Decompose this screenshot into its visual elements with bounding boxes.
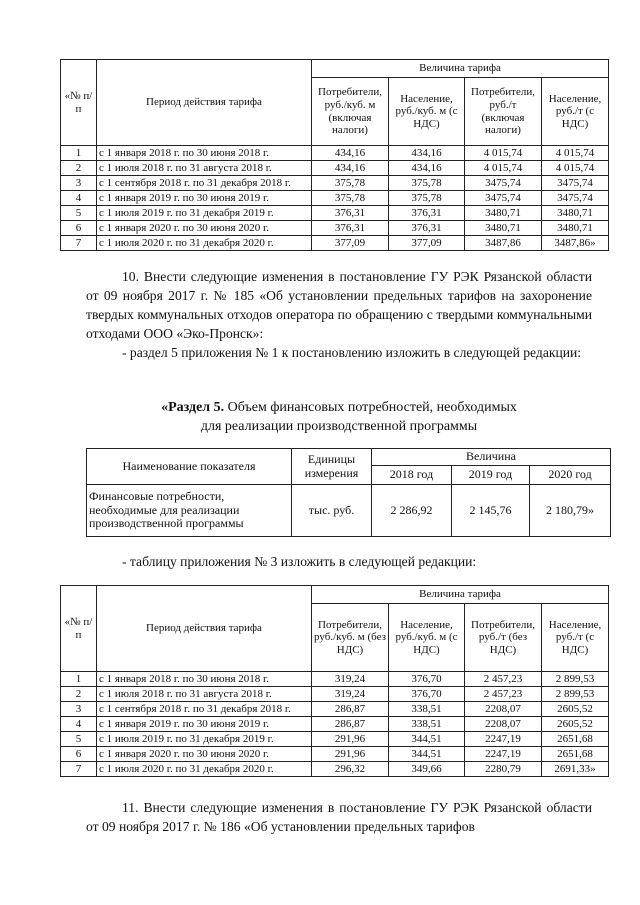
col-period-header: Период действия тарифа xyxy=(97,60,312,146)
tariff-value: 319,24 xyxy=(312,672,389,687)
tariff-value: 3475,74 xyxy=(465,176,542,191)
tariff-value: 2 457,23 xyxy=(465,687,542,702)
row-number: 5 xyxy=(61,732,97,747)
row-period: с 1 января 2018 г. по 30 июня 2018 г. xyxy=(97,672,312,687)
tariff-value: 377,09 xyxy=(312,236,389,251)
tariff-value: 3487,86» xyxy=(542,236,609,251)
table-row xyxy=(61,236,609,251)
tariff-value: 3480,71 xyxy=(465,221,542,236)
tariff-value: 376,31 xyxy=(389,206,465,221)
tariff-value: 2208,07 xyxy=(465,702,542,717)
tariff-value: 3475,74 xyxy=(542,176,609,191)
row-period: с 1 января 2019 г. по 30 июня 2019 г. xyxy=(97,717,312,732)
section-5-title-line2: для реализации производственной программы xyxy=(200,419,478,434)
row-number: 4 xyxy=(61,191,97,206)
tariff-value: 2247,19 xyxy=(465,747,542,762)
tariff-value: 4 015,74 xyxy=(542,161,609,176)
table-row xyxy=(61,732,609,747)
table-row xyxy=(61,747,609,762)
tariff-value: 376,70 xyxy=(389,687,465,702)
row-number: 7 xyxy=(61,236,97,251)
row-number: 7 xyxy=(61,762,97,777)
tariff-value: 296,32 xyxy=(312,762,389,777)
value-group-header: Величина xyxy=(372,449,611,466)
row-number: 2 xyxy=(61,687,97,702)
row-period: с 1 января 2018 г. по 30 июня 2018 г. xyxy=(97,146,312,161)
value-cell: 2 145,76 xyxy=(452,485,530,537)
tariff-value: 286,87 xyxy=(312,702,389,717)
row-period: с 1 января 2020 г. по 30 июня 2020 г. xyxy=(97,221,312,236)
row-period: с 1 июля 2018 г. по 31 августа 2018 г. xyxy=(97,161,312,176)
row-period: с 1 июля 2020 г. по 31 декабря 2020 г. xyxy=(97,236,312,251)
row-period: с 1 июля 2018 г. по 31 августа 2018 г. xyxy=(97,687,312,702)
row-number: 3 xyxy=(61,702,97,717)
paragraph-10-text: 10. Внести следующие изменения в постановление ГУ РЭК Рязанской области от 09 ноября 2017 г. № 185 «Об установлении предельных тарифов на захоронение твердых коммунальных отходов оператора по обращению с твердыми коммунальными отходами ООО «Эко-Пронск»: xyxy=(86,269,592,341)
tariff-table-3 xyxy=(60,585,609,777)
row-period: с 1 января 2019 г. по 30 июня 2019 г. xyxy=(97,191,312,206)
tariff-value: 2 457,23 xyxy=(465,672,542,687)
tariff-value: 2247,19 xyxy=(465,732,542,747)
indicator-units: тыс. руб. xyxy=(292,485,372,537)
tariff-value: 2208,07 xyxy=(465,717,542,732)
tariff-value: 4 015,74 xyxy=(465,161,542,176)
row-period: с 1 сентября 2018 г. по 31 декабря 2018 г. xyxy=(97,702,312,717)
tariff-value: 338,51 xyxy=(389,717,465,732)
year-header: 2018 год xyxy=(372,466,452,485)
table-row xyxy=(61,176,609,191)
table-3-intro xyxy=(86,552,592,571)
row-period: с 1 сентября 2018 г. по 31 декабря 2018 г. xyxy=(97,176,312,191)
subcol-header: Потребители, руб./куб. м (включая налоги) xyxy=(312,78,389,146)
subcol-header: Потребители, руб./т (включая налоги) xyxy=(465,78,542,146)
row-period: с 1 июля 2019 г. по 31 декабря 2019 г. xyxy=(97,732,312,747)
tariff-value: 3480,71 xyxy=(542,206,609,221)
tariff-value: 291,96 xyxy=(312,732,389,747)
tariff-value: 2 899,53 xyxy=(542,687,609,702)
tariff-value: 3480,71 xyxy=(542,221,609,236)
tariff-value: 434,16 xyxy=(312,146,389,161)
subcol-header: Потребители, руб./т (без НДС) xyxy=(465,604,542,672)
tariff-value: 434,16 xyxy=(389,146,465,161)
tariff-value: 344,51 xyxy=(389,747,465,762)
tariff-value: 376,70 xyxy=(389,672,465,687)
tariff-value: 3487,86 xyxy=(465,236,542,251)
paragraph-11 xyxy=(86,798,592,836)
indicator-name: Финансовые потребности, необходимые для реализации производственной программы xyxy=(87,485,292,537)
paragraph-10-instruction: - раздел 5 приложения № 1 к постановлению изложить в следующей редакции: xyxy=(122,345,582,360)
row-number: 6 xyxy=(61,221,97,236)
tariff-group-header: Величина тарифа xyxy=(312,60,609,78)
tariff-value: 376,31 xyxy=(312,221,389,236)
table-row xyxy=(61,206,609,221)
tariff-value: 286,87 xyxy=(312,717,389,732)
row-number: 1 xyxy=(61,146,97,161)
col-number-header: «№ п/п xyxy=(61,586,97,672)
table-row xyxy=(61,191,609,206)
paragraph-10 xyxy=(86,267,592,362)
tariff-value: 319,24 xyxy=(312,687,389,702)
tariff-value: 2280,79 xyxy=(465,762,542,777)
financial-needs-table xyxy=(86,448,611,537)
row-period: с 1 июля 2020 г. по 31 декабря 2020 г. xyxy=(97,762,312,777)
tariff-table-1 xyxy=(60,59,609,251)
tariff-value: 2651,68 xyxy=(542,747,609,762)
table-row xyxy=(61,672,609,687)
col-number-header: «№ п/п xyxy=(61,60,97,146)
subcol-header: Потребители, руб./куб. м (без НДС) xyxy=(312,604,389,672)
paragraph-11-text: 11. Внести следующие изменения в постановление ГУ РЭК Рязанской области от 09 ноября 2017 г. № 186 «Об установлении предельных тарифов xyxy=(86,800,592,834)
tariff-value: 376,31 xyxy=(312,206,389,221)
col-period-header: Период действия тарифа xyxy=(97,586,312,672)
subcol-header: Население, руб./куб. м (с НДС) xyxy=(389,78,465,146)
table-3-intro-text: - таблицу приложения № 3 изложить в следующей редакции: xyxy=(122,554,477,569)
subcol-header: Население, руб./куб. м (с НДС) xyxy=(389,604,465,672)
row-number: 5 xyxy=(61,206,97,221)
tariff-value: 338,51 xyxy=(389,702,465,717)
tariff-value: 2 899,53 xyxy=(542,672,609,687)
tariff-value: 2651,68 xyxy=(542,732,609,747)
tariff-group-header: Величина тарифа xyxy=(312,586,609,604)
tariff-value: 2605,52 xyxy=(542,717,609,732)
row-period: с 1 июля 2019 г. по 31 декабря 2019 г. xyxy=(97,206,312,221)
tariff-value: 375,78 xyxy=(312,176,389,191)
tariff-value: 3480,71 xyxy=(465,206,542,221)
table-row xyxy=(61,762,609,777)
row-number: 4 xyxy=(61,717,97,732)
value-cell: 2 180,79» xyxy=(530,485,611,537)
tariff-value: 375,78 xyxy=(312,191,389,206)
table-row xyxy=(61,161,609,176)
tariff-value: 4 015,74 xyxy=(465,146,542,161)
year-header: 2020 год xyxy=(530,466,611,485)
table-row xyxy=(61,717,609,732)
row-number: 1 xyxy=(61,672,97,687)
year-header: 2019 год xyxy=(452,466,530,485)
tariff-value: 4 015,74 xyxy=(542,146,609,161)
section-5-heading xyxy=(86,398,592,436)
tariff-value: 3475,74 xyxy=(465,191,542,206)
row-number: 2 xyxy=(61,161,97,176)
subcol-header: Население, руб./т (с НДС) xyxy=(542,604,609,672)
tariff-value: 376,31 xyxy=(389,221,465,236)
row-number: 3 xyxy=(61,176,97,191)
row-number: 6 xyxy=(61,747,97,762)
tariff-value: 344,51 xyxy=(389,732,465,747)
tariff-value: 434,16 xyxy=(389,161,465,176)
table-row xyxy=(61,221,609,236)
tariff-value: 375,78 xyxy=(389,191,465,206)
tariff-value: 291,96 xyxy=(312,747,389,762)
col-units-header: Единицы измерения xyxy=(292,449,372,485)
table-row xyxy=(61,702,609,717)
table-row xyxy=(61,146,609,161)
col-indicator-header: Наименование показателя xyxy=(87,449,292,485)
tariff-value: 2605,52 xyxy=(542,702,609,717)
row-period: с 1 января 2020 г. по 30 июня 2020 г. xyxy=(97,747,312,762)
tariff-value: 349,66 xyxy=(389,762,465,777)
tariff-value: 2691,33» xyxy=(542,762,609,777)
value-cell: 2 286,92 xyxy=(372,485,452,537)
section-5-title: Объем финансовых потребностей, необходимых xyxy=(224,400,517,415)
tariff-value: 375,78 xyxy=(389,176,465,191)
table-row xyxy=(61,687,609,702)
tariff-value: 3475,74 xyxy=(542,191,609,206)
subcol-header: Население, руб./т (с НДС) xyxy=(542,78,609,146)
tariff-value: 377,09 xyxy=(389,236,465,251)
section-5-label: «Раздел 5. xyxy=(161,400,225,415)
tariff-value: 434,16 xyxy=(312,161,389,176)
